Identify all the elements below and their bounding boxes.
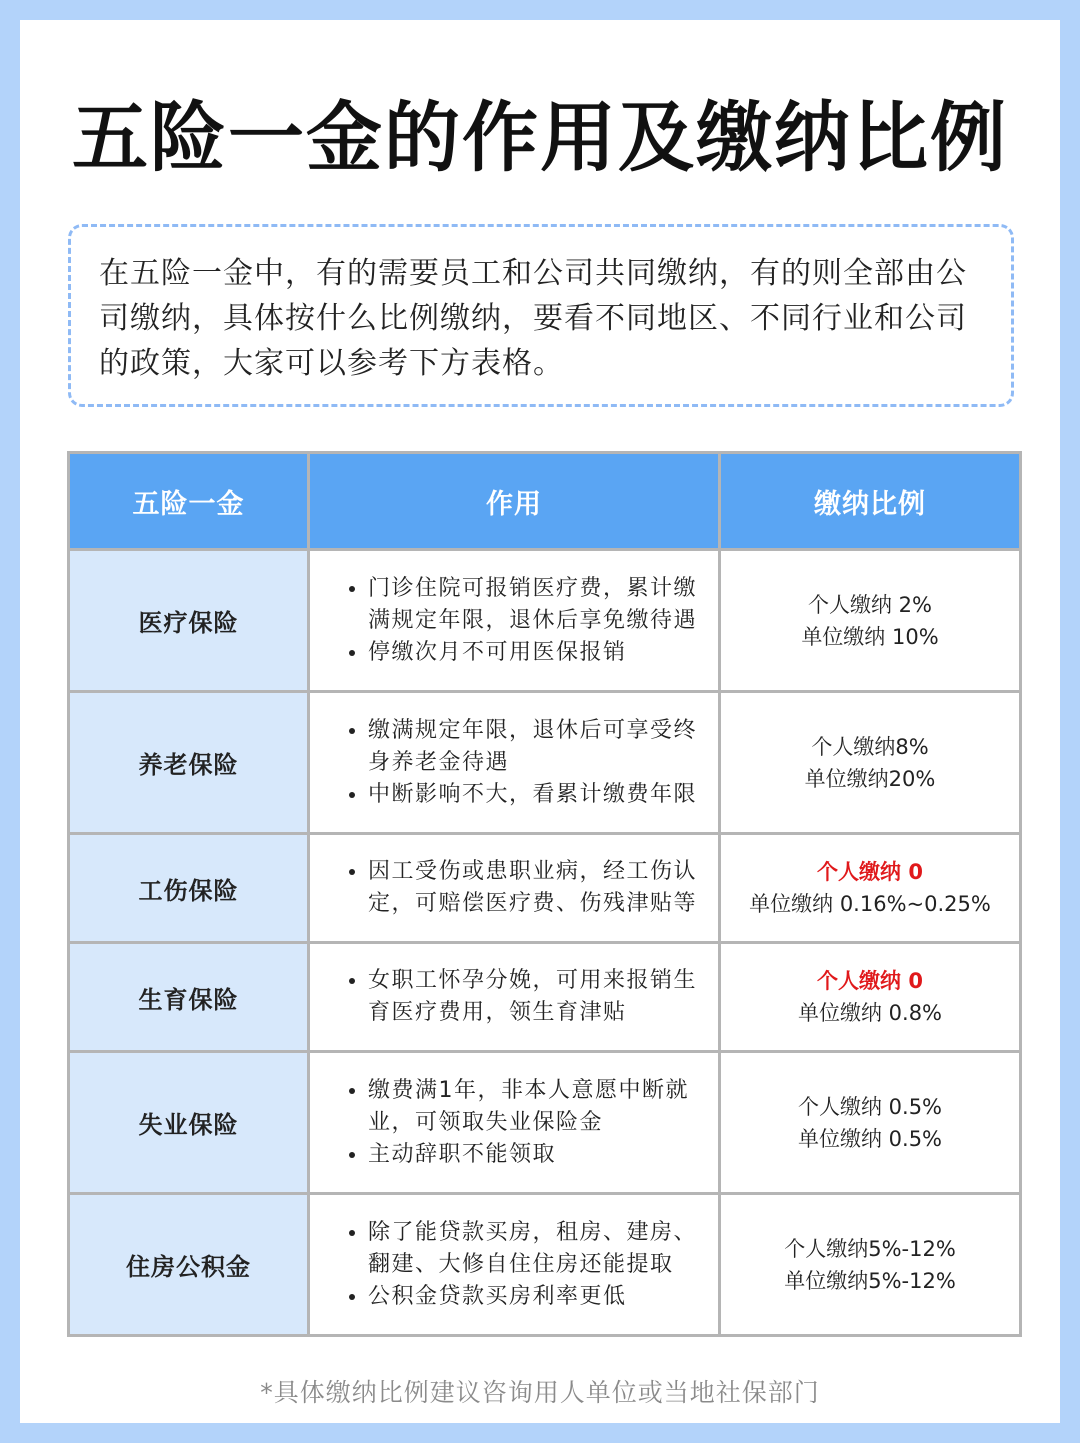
personal-rate: 个人缴纳 2% (808, 592, 932, 617)
use-item: • 缴满规定年限，退休后可享受终身养老金待遇 (368, 715, 706, 779)
personal-rate: 个人缴纳 0 (817, 860, 923, 884)
insurance-use (309, 834, 720, 943)
company-rate: 单位缴纳 10% (801, 624, 939, 649)
personal-rate: 个人缴纳 0.5% (797, 1094, 943, 1119)
use-item: • 中断影响不大，看累计缴费年限 (368, 779, 706, 811)
table-row (69, 943, 1021, 1052)
use-item: • 停缴次月不可用医保报销 (368, 637, 706, 669)
footnote: *具体缴纳比例建议咨询用人单位或当地社保部门 (260, 1378, 820, 1407)
insurance-use (309, 943, 720, 1052)
header-use: 作用 (309, 453, 720, 550)
table-row (69, 1052, 1021, 1194)
insurance-name: 医疗保险 (69, 550, 309, 692)
insurance-use (309, 1194, 720, 1336)
insurance-rate (720, 943, 1021, 1052)
use-item: • 主动辞职不能领取 (368, 1139, 706, 1171)
insurance-rate (720, 834, 1021, 943)
use-item: • 公积金贷款买房利率更低 (368, 1281, 706, 1313)
insurance-name: 失业保险 (69, 1052, 309, 1194)
intro-box: 在五险一金中，有的需要员工和公司共同缴纳，有的则全部由公司缴纳，具体按什么比例缴纳，要看不同地区、不同行业和公司的政策，大家可以参考下方表格。 (68, 224, 1014, 407)
use-item: • 除了能贷款买房，租房、建房、翻建、大修自住住房还能提取 (368, 1217, 706, 1281)
insurance-table (67, 451, 1022, 1337)
insurance-use (309, 692, 720, 834)
insurance-name: 工伤保险 (69, 834, 309, 943)
table-header-row (69, 453, 1021, 550)
personal-rate: 个人缴纳8% (811, 734, 929, 759)
insurance-rate (720, 550, 1021, 692)
insurance-name: 住房公积金 (69, 1194, 309, 1336)
use-item: • 因工受伤或患职业病，经工伤认定，可赔偿医疗费、伤残津贴等 (368, 856, 706, 920)
company-rate: 单位缴纳 0.8% (797, 1001, 943, 1025)
insurance-name: 生育保险 (69, 943, 309, 1052)
insurance-rate (720, 1194, 1021, 1336)
use-item: • 女职工怀孕分娩，可用来报销生育医疗费用，领生育津贴 (368, 965, 706, 1029)
table-row (69, 834, 1021, 943)
company-rate: 单位缴纳20% (804, 766, 936, 791)
company-rate: 单位缴纳 0.16%~0.25% (749, 892, 991, 916)
table-row (69, 1194, 1021, 1336)
insurance-use (309, 550, 720, 692)
insurance-rate (720, 1052, 1021, 1194)
table-row (69, 692, 1021, 834)
personal-rate: 个人缴纳5%-12% (784, 1236, 956, 1261)
header-rate: 缴纳比例 (720, 453, 1021, 550)
company-rate: 单位缴纳 0.5% (797, 1126, 943, 1151)
use-item: • 门诊住院可报销医疗费，累计缴满规定年限，退休后享免缴待遇 (368, 573, 706, 637)
insurance-use (309, 1052, 720, 1194)
header-name: 五险一金 (69, 453, 309, 550)
insurance-name: 养老保险 (69, 692, 309, 834)
table-row (69, 550, 1021, 692)
company-rate: 单位缴纳5%-12% (784, 1268, 956, 1293)
content-card (20, 20, 1060, 1423)
page-title: 五险一金的作用及缴纳比例 (72, 93, 1008, 182)
insurance-rate (720, 692, 1021, 834)
use-item: • 缴费满1年，非本人意愿中断就业，可领取失业保险金 (368, 1075, 706, 1139)
personal-rate: 个人缴纳 0 (817, 969, 923, 993)
